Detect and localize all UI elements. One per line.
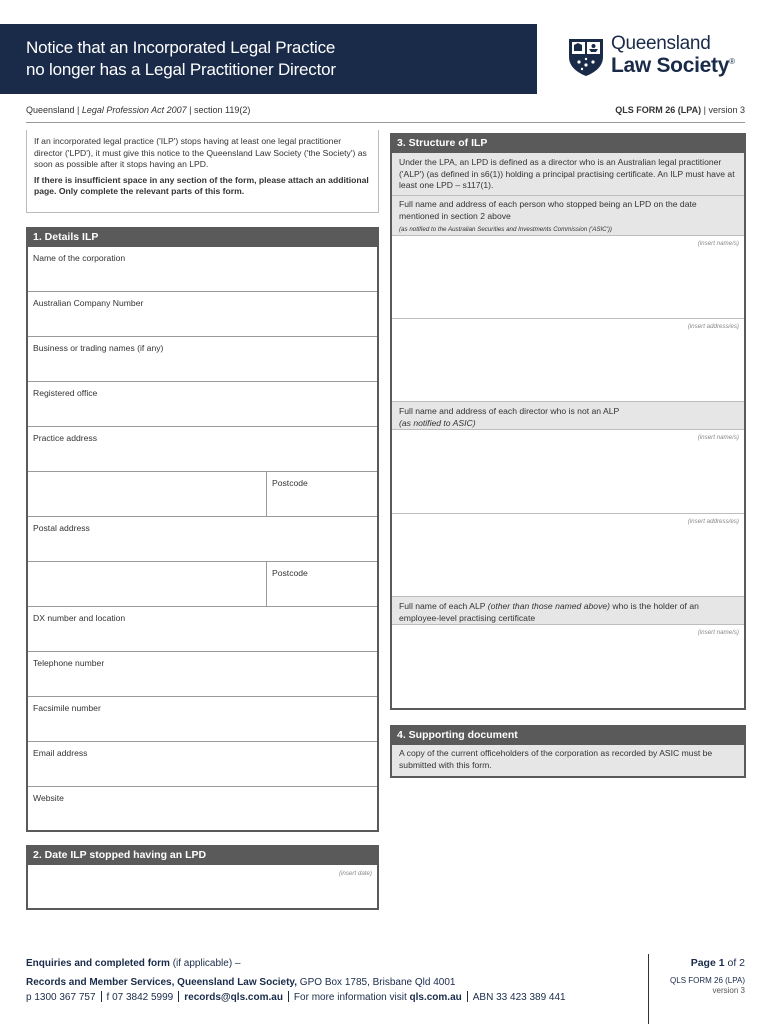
field-postal-address[interactable]: Postal address <box>28 517 377 562</box>
lpd-definition: Under the LPA, an LPD is defined as a director who is an Australian legal practitioner ('ALP') (as defined in s6(1)) holding a principal practising certificate. An ILP must have at least one LPD – s117(1). <box>392 153 744 196</box>
field-postal-postcode[interactable]: Postcode <box>266 562 313 606</box>
field-website[interactable]: Website <box>33 793 64 803</box>
footer-abn: ABN 33 423 389 441 <box>472 992 566 1003</box>
field-employee-alp-names[interactable]: (insert name/s) <box>697 629 739 636</box>
footer-enquiries: Enquiries and completed form (if applicable) – <box>26 958 241 969</box>
footer-form-ref: QLS FORM 26 (LPA) <box>670 976 745 985</box>
field-stopped-lpd-names[interactable]: (insert name/s) <box>392 236 744 319</box>
field-stopped-lpd-addresses[interactable]: (insert address/es) <box>687 323 739 330</box>
field-non-alp-names[interactable]: (insert name/s) <box>392 430 744 514</box>
field-dx-number[interactable]: DX number and location <box>28 607 377 652</box>
footer-website-link[interactable]: qls.com.au <box>409 992 462 1003</box>
header-band <box>0 24 537 94</box>
form-title-line1: Notice that an Incorporated Legal Practice <box>26 38 336 57</box>
intro-text: If an incorporated legal practice ('ILP') stops having at least one legal practitioner director ('LPD'), it must give this notice to the Queensland Law Society ('the Society') as soon as possible after it stops having an LPD. <box>34 136 367 170</box>
supporting-document-text: A copy of the current officeholders of the corporation as recorded by ASIC must be submitted with this form. <box>392 745 744 776</box>
legislation-reference: Queensland | Legal Profession Act 2007 | section 119(2) <box>26 105 251 115</box>
footer-email-link[interactable]: records@qls.com.au <box>184 992 283 1003</box>
qls-logo <box>567 33 757 81</box>
field-practice-address-line2[interactable] <box>28 472 377 517</box>
section-details-ilp <box>26 227 379 832</box>
field-facsimile[interactable]: Facsimile number <box>28 697 377 742</box>
field-non-alp-addresses[interactable]: (insert address/es) <box>687 518 739 525</box>
question-non-alp-directors: Full name and address of each director who is not an ALP (as notified to ASIC) <box>392 401 744 430</box>
field-registered-office[interactable]: Registered office <box>28 382 377 427</box>
field-telephone[interactable]: Telephone number <box>28 652 377 697</box>
footer-address: Records and Member Services, Queensland Law Society, GPO Box 1785, Brisbane Qld 4001 <box>26 977 456 988</box>
header-divider <box>26 122 745 123</box>
intro-instructions: If there is insufficient space in any section of the form, please attach an additional page. Only complete the relevant parts of this form. <box>34 174 369 197</box>
field-postal-address-line2[interactable] <box>28 562 377 607</box>
footer-fax: f 07 3842 5999 <box>106 992 174 1003</box>
intro-box <box>26 130 379 213</box>
field-acn[interactable]: Australian Company Number <box>28 292 377 337</box>
form-title-line2: no longer has a Legal Practitioner Director <box>26 60 336 79</box>
footer-divider <box>648 954 649 1024</box>
question-employee-alp: Full name of each ALP (other than those named above) who is the holder of an employee-level practising certificate <box>392 596 744 625</box>
field-corporation-name[interactable]: Name of the corporation <box>28 247 377 292</box>
footer-version: version 3 <box>712 986 745 995</box>
field-date-stopped[interactable]: (insert date) <box>338 870 372 877</box>
field-email[interactable]: Email address <box>28 742 377 787</box>
section-4-title: 4. Supporting document <box>392 725 744 745</box>
section-date-stopped <box>26 845 379 910</box>
page-number: Page 1 of 2 <box>690 957 745 969</box>
footer-contacts: p 1300 367 757 f 07 3842 5999 records@qls.com.au For more information visit qls.com.au ABN 33 423 389 441 <box>26 992 566 1003</box>
question-stopped-lpd: Full name and address of each person who stopped being an LPD on the date mentioned in section 2 above (as notified to the Australian Securities and Investments Commission ('ASIC')) <box>392 196 744 236</box>
logo-text-law-society: Law Society® <box>611 54 735 77</box>
form-reference: QLS FORM 26 (LPA) | version 3 <box>615 105 745 115</box>
section-1-title: 1. Details ILP <box>28 227 377 247</box>
footer-phone: p 1300 367 757 <box>26 992 96 1003</box>
crest-icon <box>567 35 605 77</box>
section-2-title: 2. Date ILP stopped having an LPD <box>28 845 377 865</box>
logo-text-queensland: Queensland <box>611 33 711 54</box>
field-business-names[interactable]: Business or trading names (if any) <box>28 337 377 382</box>
field-practice-address[interactable]: Practice address <box>28 427 377 472</box>
section-3-title: 3. Structure of ILP <box>392 133 744 153</box>
section-structure-ilp <box>390 133 746 710</box>
field-practice-postcode[interactable]: Postcode <box>266 472 313 516</box>
section-supporting-document <box>390 725 746 778</box>
